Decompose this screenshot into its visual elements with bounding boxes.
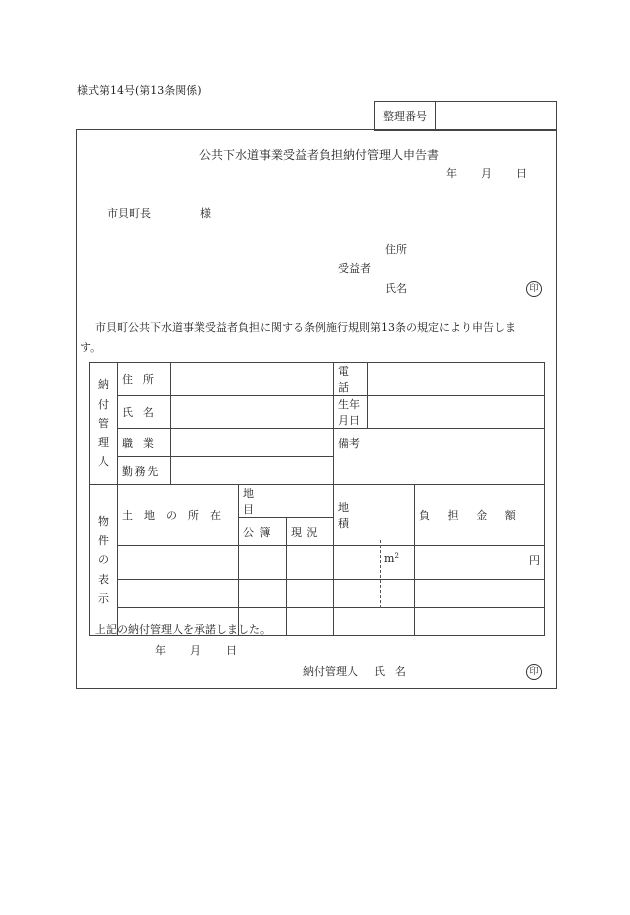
manager-phone-label: 電話	[334, 363, 368, 396]
seal-mark-icon: 印	[526, 664, 542, 680]
property-area-cell[interactable]	[334, 608, 415, 636]
area-decimal-divider	[380, 540, 381, 608]
form-title: 公共下水道事業受益者負担納付管理人申告書	[199, 148, 440, 162]
manager-job-label: 職業	[118, 429, 171, 457]
date-month: 月	[481, 167, 492, 180]
manager-address-field[interactable]	[171, 363, 334, 396]
manager-job-field[interactable]	[171, 429, 334, 457]
consent-text: 上記の納付管理人を承諾しました。	[95, 623, 271, 636]
declaration-line1: 市貝町公共下水道事業受益者負担に関する条例施行規則第13条の規定により申告しま	[95, 321, 516, 334]
date-day: 日	[516, 167, 527, 180]
manager-workplace-field[interactable]	[171, 457, 334, 485]
consent-month: 月	[190, 644, 201, 657]
property-actual-cell[interactable]	[287, 608, 334, 636]
property-side-label: 物 件 の 表 示	[90, 485, 118, 636]
property-burden-header: 負担金額	[415, 485, 545, 546]
consent-day: 日	[226, 644, 237, 657]
property-burden-cell[interactable]	[415, 608, 545, 636]
manager-side-label: 納 付 管 理 人	[90, 363, 118, 485]
signer-role: 納付管理人	[303, 665, 358, 678]
manager-remarks-label: 備考	[338, 437, 360, 450]
manager-property-table	[89, 362, 545, 636]
property-actual-cell[interactable]	[287, 546, 334, 580]
property-location-cell[interactable]	[118, 580, 239, 608]
property-burden-cell[interactable]	[415, 580, 545, 608]
addressee-suffix: 様	[200, 207, 211, 220]
seiri-number-box	[374, 101, 557, 131]
signer-name-label: 氏名	[374, 665, 416, 678]
applicant-role: 受益者	[338, 262, 371, 275]
property-registry-cell[interactable]	[239, 580, 287, 608]
seal-mark-icon: 印	[526, 281, 542, 297]
manager-birth-label: 生年月日	[334, 396, 368, 429]
property-area-header: 地積	[334, 485, 415, 546]
seiri-number-label: 整理番号	[375, 102, 436, 131]
manager-address-label: 住所	[118, 363, 171, 396]
property-actual-header: 現況	[287, 518, 334, 546]
yen-label: 円	[529, 554, 540, 567]
manager-workplace-label: 勤務先	[118, 457, 171, 485]
manager-name-label: 氏名	[118, 396, 171, 429]
form-reference: 様式第14号(第13条関係)	[77, 84, 202, 97]
applicant-address-label: 住所	[385, 243, 407, 256]
property-area-cell[interactable]: $m^2$	[334, 546, 415, 580]
property-burden-cell[interactable]	[415, 546, 545, 580]
property-location-header: 土地の所在	[118, 485, 239, 546]
declaration-line2: す。	[80, 341, 102, 354]
property-area-cell[interactable]	[334, 580, 415, 608]
manager-phone-field[interactable]	[368, 363, 545, 396]
seiri-number-field[interactable]	[436, 102, 557, 131]
addressee-name: 市貝町長	[107, 207, 151, 220]
manager-name-field[interactable]	[171, 396, 334, 429]
date-year: 年	[446, 167, 457, 180]
manager-birth-field[interactable]	[368, 396, 545, 429]
property-registry-header: 公簿	[239, 518, 287, 546]
property-chimoku-header: 地目	[239, 485, 334, 518]
property-actual-cell[interactable]	[287, 580, 334, 608]
consent-year: 年	[155, 644, 166, 657]
property-location-cell[interactable]	[118, 546, 239, 580]
manager-remarks-field[interactable]	[334, 429, 545, 485]
property-registry-cell[interactable]	[239, 546, 287, 580]
applicant-name-label: 氏名	[385, 282, 407, 295]
